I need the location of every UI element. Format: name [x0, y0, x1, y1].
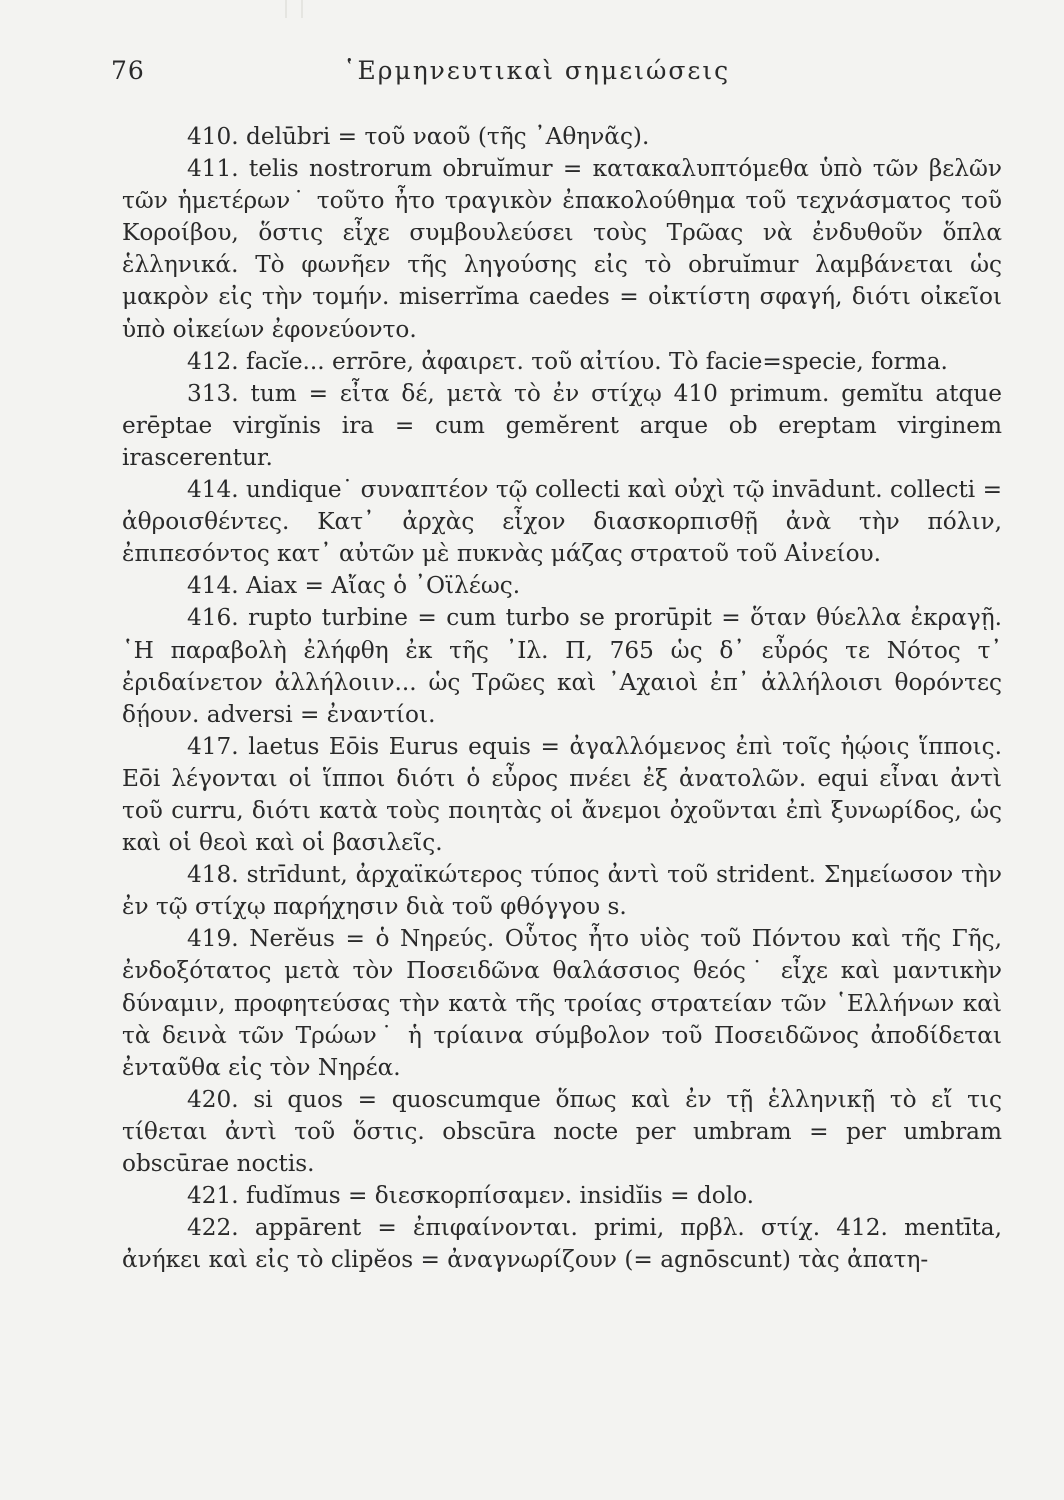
note-number: 412. — [187, 347, 239, 375]
note-313 — [122, 378, 1002, 474]
note-text: rupto turbine = cum turbo se prorūpit = ὅταν θύελλα ἐκραγῇ. ῾Η παραβολὴ ἐλήφθη ἐκ τῆς ᾿Ιλ. Π, 765 ὡς δ᾿ εὖρός τε Νότος τ᾿ ἐριδαίνετον ἀλλήλοιιν... ὡς Τρῶες καὶ ᾿Αχαιοὶ ἐπ᾿ ἀλλήλοισι θορόντες δῄουν. adversi = ἐναντίοι. — [122, 604, 1002, 728]
note-422 — [122, 1212, 1002, 1276]
note-text: Nerĕus = ὁ Νηρεύς. Οὗτος ἦτο υἱὸς τοῦ Πόντου καὶ τῆς Γῆς, ἐνδοξότατος μετὰ τὸν Ποσειδῶνα θαλάσσιος θεός˙ εἶχε καὶ μαντικὴν δύναμιν, προφητεύσας τὴν κατὰ τῆς τροίας στρατείαν τῶν ῾Ελλήνων καὶ τὰ δεινὰ τῶν Τρώων˙ ἡ τρίαινα σύμβολον τοῦ Ποσειδῶνος ἀποδίδεται ἐνταῦθα εἰς τὸν Νηρέα. — [122, 925, 1002, 1081]
note-414-a — [122, 474, 1002, 570]
note-number: 420. — [187, 1085, 239, 1113]
note-410 — [122, 121, 1002, 153]
note-text: fudĭmus = διεσκορπίσαμεν. insidĭis = dolo. — [238, 1182, 755, 1210]
binding-mark — [285, 0, 303, 18]
note-number: 414. — [187, 572, 239, 600]
note-416 — [122, 602, 1002, 730]
note-text: delūbri = τοῦ ναοῦ (τῆς ᾿Αθηνᾶς). — [238, 123, 650, 150]
note-number: 411. — [187, 155, 239, 183]
note-text: tum = εἶτα δέ, μετὰ τὸ ἐν στίχῳ 410 primum. gemĭtu atque erēptae virgĭnis ira = cum gemĕrent arque ob ereptam virginem irascerentur. — [122, 379, 1002, 471]
note-text: facĭe... errōre, ἀφαιρετ. τοῦ αἰτίου. Τὸ facie=specie, forma. — [238, 347, 948, 375]
note-number: 416. — [187, 604, 239, 632]
note-text: Aiax = Αἴας ὁ ᾿Οϊλέως. — [238, 572, 521, 600]
note-418 — [122, 859, 1002, 923]
note-417 — [122, 731, 1002, 859]
note-number: 414. — [187, 476, 239, 504]
page-number: 76 — [111, 56, 145, 85]
note-number: 422. — [187, 1214, 239, 1242]
note-number: 313. — [187, 379, 239, 407]
note-number: 419. — [187, 925, 239, 953]
page-header — [0, 56, 1064, 96]
note-420 — [122, 1084, 1002, 1180]
notes-body — [122, 121, 1002, 1276]
note-text: telis nostrorum obruĭmur = κατακαλυπτόμεθα ὑπὸ τῶν βελῶν τῶν ἡμετέρων˙ τοῦτο ἦτο τραγικὸν ἐπακολούθημα τοῦ τεχνάσματος τοῦ Κοροίβου, ὅστις εἶχε συμβουλεύσει τοὺς Τρῶας νὰ ἐνδυθοῦν ὅπλα ἑλληνικά. Τὸ φωνῆεν τῆς ληγούσης εἰς τὸ obruĭmur λαμβάνεται ὡς μακρὸν εἰς τὴν τομήν. miserrĭma caedes = οἰκτίστη σφαγή, διότι οἰκεῖοι ὑπὸ οἰκείων ἐφονεύοντο. — [122, 155, 1002, 343]
note-419 — [122, 923, 1002, 1083]
running-title: ῾Ερμηνευτικαὶ σημειώσεις — [343, 56, 731, 85]
note-text: laetus Eōis Eurus equis = ἀγαλλόμενος ἐπὶ τοῖς ἠῴοις ἵπποις. Eōi λέγονται οἱ ἵπποι διότι ὁ εὖρος πνέει ἐξ ἀνατολῶν. equi εἶναι ἀντὶ τοῦ curru, διότι κατὰ τοὺς ποιητὰς οἱ ἄνεμοι ὀχοῦνται ἐπὶ ξυνωρίδος, ὡς καὶ οἱ θεοὶ καὶ οἱ βασιλεῖς. — [122, 732, 1002, 857]
note-414-b — [122, 570, 1002, 602]
note-421 — [122, 1180, 1002, 1212]
note-number: 417. — [187, 732, 239, 760]
note-text: appārent = ἐπιφαίνονται. primi, πρβλ. στίχ. 412. mentīta, ἀνήκει καὶ εἰς τὸ clipĕos = ἀναγνωρίζουν (= agnōscunt) τὰς ἀπατη- — [122, 1214, 1002, 1274]
note-text: undique˙ συναπτέον τῷ collecti καὶ οὐχὶ τῷ invādunt. collecti = ἀθροισθέντες. Κατ᾿ ἀρχὰς εἶχον διασκορπισθῇ ἀνὰ τὴν πόλιν, ἐπιπεσόντος κατ᾿ αὐτῶν μὲ πυκνὰς μάζας στρατοῦ τοῦ Αἰνείου. — [122, 476, 1002, 568]
note-text: si quos = quoscumque ὅπως καὶ ἐν τῇ ἑλληνικῇ τὸ εἴ τις τίθεται ἀντὶ τοῦ ὅστις. obscūra nocte per umbram = per umbram obscūrae noctis. — [122, 1085, 1002, 1177]
note-411 — [122, 153, 1002, 346]
note-number: 418. — [187, 861, 239, 889]
note-412 — [122, 346, 1002, 378]
note-number: 421. — [187, 1182, 239, 1210]
note-text: strīdunt, ἀρχαϊκώτερος τύπος ἀντὶ τοῦ strident. Σημείωσον τὴν ἐν τῷ στίχῳ παρήχησιν διὰ τοῦ φθόγγου s. — [122, 861, 1002, 921]
note-number: 410. — [187, 123, 239, 150]
